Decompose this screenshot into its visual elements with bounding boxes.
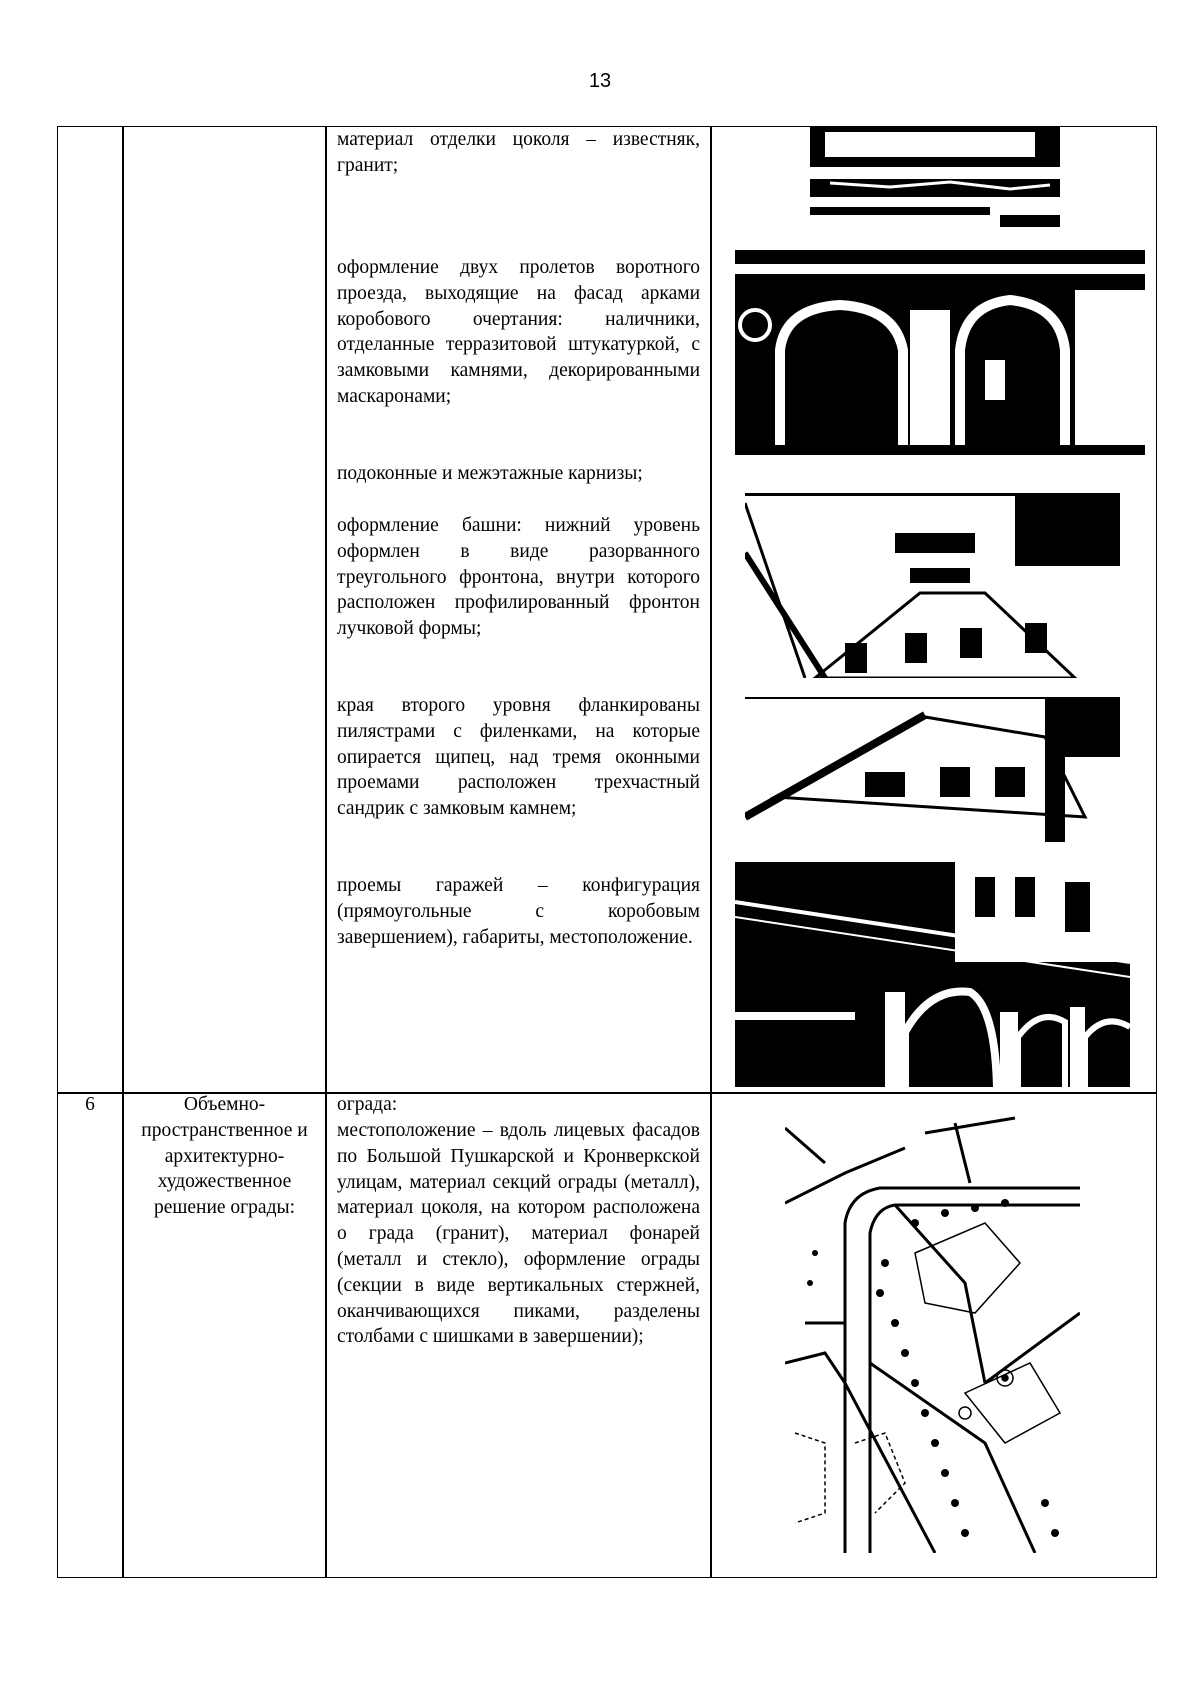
plinth-photo: [810, 127, 1060, 227]
table-divider: [710, 126, 712, 1578]
site-plan-map: [785, 1113, 1080, 1553]
row-number: 6: [85, 1094, 95, 1115]
fence-heading: ограда:: [337, 1094, 398, 1115]
garage-openings-photo: [735, 862, 1130, 1087]
item-plinth-material: материал отделки цоколя – известняк, гранит;: [337, 129, 700, 176]
item-gateway-arches: оформление двух пролетов воротного проезда, выходящие на фасад арками коробового очертания: наличники, отделанные терразитовой штукатуркой, с замковыми камнями, декорированными маскаронами;: [337, 257, 700, 407]
tower-second-level-photo: [745, 697, 1120, 842]
table-divider: [122, 126, 124, 1578]
fence-description: местоположение – вдоль лицевых фасадов по Большой Пушкарской и Кронверкской улицам, материал секций ограды (металл), материал цоколя, на котором расположена о града (гранит), материал фонарей (металл и стекло), оформление ограды (секции в виде вертикальных стержней, оканчивающихся пиками, разделены столбами с шишками в завершении);: [337, 1120, 700, 1348]
item-cornices: подоконные и межэтажные карнизы;: [337, 463, 643, 484]
gateway-arches-photo: [735, 250, 1145, 455]
page-number: 13: [588, 70, 612, 92]
tower-lower-level-photo: [745, 493, 1120, 678]
item-tower-design: оформление башни: нижний уровень оформлен в виде разорванного треугольного фронтона, внутри которого расположен профилированный фронтон лучковой формы;: [337, 515, 700, 640]
item-second-level: края второго уровня фланкированы пилястрами с филенками, на которые опирается щипец, над тремя оконными проемами расположен трехчастный сандрик с замковым камнем;: [337, 695, 700, 820]
row-name: Объемно-пространственное и архитектурно-художественное решение ограды:: [141, 1094, 308, 1219]
item-garage-openings: проемы гаражей – конфигурация (прямоугольные с коробовым завершением), габариты, местоположение.: [337, 875, 700, 948]
table-divider: [325, 126, 327, 1578]
